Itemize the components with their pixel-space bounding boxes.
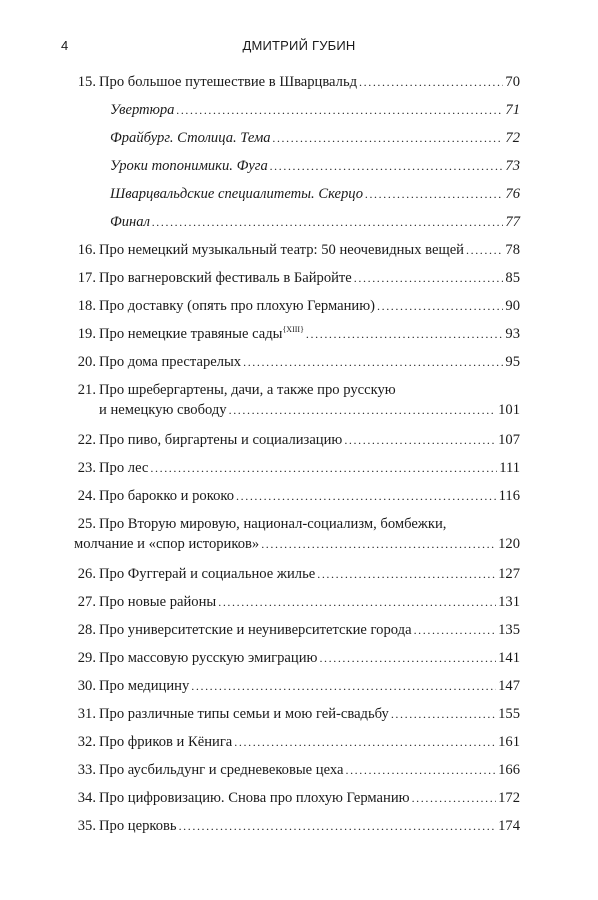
toc-entry[interactable] <box>74 432 520 449</box>
toc-subentry[interactable] <box>74 130 520 147</box>
toc-entry-page: 90 <box>505 298 520 314</box>
toc-entry[interactable] <box>74 326 520 343</box>
toc-entry-page: 166 <box>498 762 520 778</box>
toc-entry[interactable] <box>74 242 520 259</box>
toc-entry[interactable] <box>74 488 520 505</box>
leader-dots <box>150 460 497 477</box>
toc-entry-page: 85 <box>505 270 520 286</box>
toc-entry-title: Про фриков и Кёнига <box>99 734 233 750</box>
toc-entry-title: Про медицину <box>99 678 190 694</box>
toc-entry-page: 76 <box>505 186 520 202</box>
toc-entry-number: 16. <box>77 242 96 258</box>
toc-entry-page: 95 <box>505 354 520 370</box>
toc-entry-page: 135 <box>498 622 520 638</box>
toc-entry-title: Про доставку (опять про плохую Германию) <box>99 298 375 314</box>
toc-entry-page: 161 <box>498 734 520 750</box>
toc-entry-title: Про Фуггерай и социальное жилье <box>99 566 316 582</box>
toc-subentry[interactable] <box>74 214 520 231</box>
leader-dots <box>377 298 503 315</box>
toc-entry[interactable] <box>74 678 520 695</box>
toc-entry[interactable] <box>74 762 520 779</box>
leader-dots <box>466 242 503 259</box>
toc-entry-number: 34. <box>77 790 96 806</box>
toc-entry-page: 141 <box>498 650 520 666</box>
leader-dots <box>359 74 503 91</box>
toc-entry-number: 19. <box>77 326 96 342</box>
toc-entry-title: Шварцвальдские специалитеты. Скерцо <box>110 186 364 202</box>
leader-dots <box>412 790 497 807</box>
toc-entry-title-text: Про немецкие травяные сады <box>99 326 283 342</box>
toc-entry-number: 25. <box>77 516 96 532</box>
toc-entry-title: молчание и «спор историков» <box>74 536 260 552</box>
toc-entry-title: Про новые районы <box>99 594 217 610</box>
leader-dots <box>414 622 497 639</box>
toc-entry-page: 107 <box>498 432 520 448</box>
toc-entry-page: 174 <box>498 818 520 834</box>
toc-entry[interactable] <box>74 594 520 611</box>
toc-entry-number: 22. <box>77 432 96 448</box>
toc-entry-number: 23. <box>77 460 96 476</box>
toc-entry-page: 101 <box>498 402 520 418</box>
toc-entry-number: 35. <box>77 818 96 834</box>
leader-dots <box>176 102 503 119</box>
toc-subentry[interactable] <box>74 102 520 119</box>
toc-entry-page: 172 <box>498 790 520 806</box>
leader-dots <box>191 678 496 695</box>
leader-dots <box>317 566 496 583</box>
toc-entry[interactable] <box>74 354 520 371</box>
toc-entry-title: Фрайбург. Столица. Тема <box>110 130 271 146</box>
toc-entry-number: 17. <box>77 270 96 286</box>
page-number: 4 <box>61 38 69 53</box>
leader-dots <box>236 488 497 505</box>
toc-entry[interactable] <box>74 706 520 723</box>
toc-subentry[interactable] <box>74 158 520 175</box>
toc-entry[interactable] <box>74 460 520 477</box>
footnote-marker: {XIII} <box>282 325 304 335</box>
toc-entry-title: Уроки топонимики. Фуга <box>110 158 268 174</box>
leader-dots <box>179 818 497 835</box>
toc-entry[interactable] <box>74 298 520 315</box>
toc-entry-number: 27. <box>77 594 96 610</box>
leader-dots <box>261 536 496 553</box>
toc-entry-number: 21. <box>77 382 96 398</box>
leader-dots <box>152 214 503 231</box>
toc-entry-number: 28. <box>77 622 96 638</box>
toc-entry-title: Про различные типы семьи и мою гей-свадьбу <box>99 706 389 722</box>
toc-entry[interactable] <box>74 818 520 835</box>
leader-dots <box>391 706 496 723</box>
toc-entry[interactable] <box>74 734 520 751</box>
leader-dots <box>218 594 496 611</box>
toc-entry-title <box>99 326 304 343</box>
toc-entry[interactable] <box>74 650 520 667</box>
toc-entry[interactable] <box>74 74 520 91</box>
leader-dots <box>354 270 504 287</box>
toc-entry[interactable] <box>74 622 520 639</box>
toc-entry-page: 78 <box>505 242 520 258</box>
toc-entry-title: Про университетские и неуниверситетские города <box>99 622 412 638</box>
toc-entry-number: 31. <box>77 706 96 722</box>
toc-entry-title-line1: Про Вторую мировую, национал-социализм, бомбежки, <box>99 516 447 532</box>
toc-entry-page: 77 <box>505 214 520 230</box>
toc-entry-page: 111 <box>499 460 520 476</box>
toc-entry-number: 30. <box>77 678 96 694</box>
leader-dots <box>234 734 496 751</box>
toc-entry-page: 72 <box>505 130 520 146</box>
toc-entry-title: Про большое путешествие в Шварцвальд <box>99 74 358 90</box>
toc-entry-title: Про аусбильдунг и средневековые цеха <box>99 762 344 778</box>
toc-entry-title: Про цифровизацию. Снова про плохую Германию <box>99 790 410 806</box>
leader-dots <box>365 186 503 203</box>
leader-dots <box>229 402 497 419</box>
toc-entry-page: 120 <box>498 536 520 552</box>
toc-entry-page: 127 <box>498 566 520 582</box>
running-title: ДМИТРИЙ ГУБИН <box>242 38 356 53</box>
toc-entry-title: Про вагнеровский фестиваль в Байройте <box>99 270 352 286</box>
leader-dots <box>319 650 496 667</box>
leader-dots <box>270 158 504 175</box>
toc-entry-number: 32. <box>77 734 96 750</box>
toc-entry-page: 93 <box>505 326 520 342</box>
toc-entry-title: Про дома престарелых <box>99 354 242 370</box>
toc-entry-title: Про немецкий музыкальный театр: 50 неочевидных вещей <box>99 242 464 258</box>
toc-entry-number: 15. <box>77 74 96 90</box>
toc-entry-number: 29. <box>77 650 96 666</box>
toc-entry[interactable] <box>74 382 520 419</box>
toc-entry-page: 70 <box>505 74 520 90</box>
toc-entry-title: Про церковь <box>99 818 177 834</box>
toc-entry[interactable] <box>74 566 520 583</box>
toc-entry-page: 73 <box>505 158 520 174</box>
toc-entry[interactable] <box>74 270 520 287</box>
toc-entry-title: Про пиво, биргартены и социализацию <box>99 432 343 448</box>
toc-subentry[interactable] <box>74 186 520 203</box>
toc-entry-number: 18. <box>77 298 96 314</box>
leader-dots <box>243 354 503 371</box>
toc-entry-page: 116 <box>498 488 520 504</box>
toc-entry-title-line1: Про шребергартены, дачи, а также про русскую <box>99 382 396 398</box>
leader-dots <box>344 432 496 449</box>
toc-entry-number: 33. <box>77 762 96 778</box>
toc-entry-page: 155 <box>498 706 520 722</box>
toc-entry[interactable] <box>74 790 520 807</box>
toc-entry-title: Про лес <box>99 460 149 476</box>
toc-entry-page: 71 <box>505 102 520 118</box>
toc-entry-title: Про барокко и рококо <box>99 488 235 504</box>
toc-entry-page: 147 <box>498 678 520 694</box>
page-header <box>0 38 598 54</box>
toc-entry-title: и немецкую свободу <box>99 402 227 418</box>
toc-entry-title: Финал <box>110 214 150 230</box>
toc-entry-page: 131 <box>498 594 520 610</box>
leader-dots <box>345 762 496 779</box>
toc-entry-title: Увертюра <box>110 102 175 118</box>
leader-dots <box>273 130 504 147</box>
toc-entry-number: 24. <box>77 488 96 504</box>
toc-entry-number: 26. <box>77 566 96 582</box>
toc-entry-title: Про массовую русскую эмиграцию <box>99 650 318 666</box>
toc-entry[interactable] <box>74 516 520 553</box>
leader-dots <box>306 326 503 343</box>
toc-entry-number: 20. <box>77 354 96 370</box>
